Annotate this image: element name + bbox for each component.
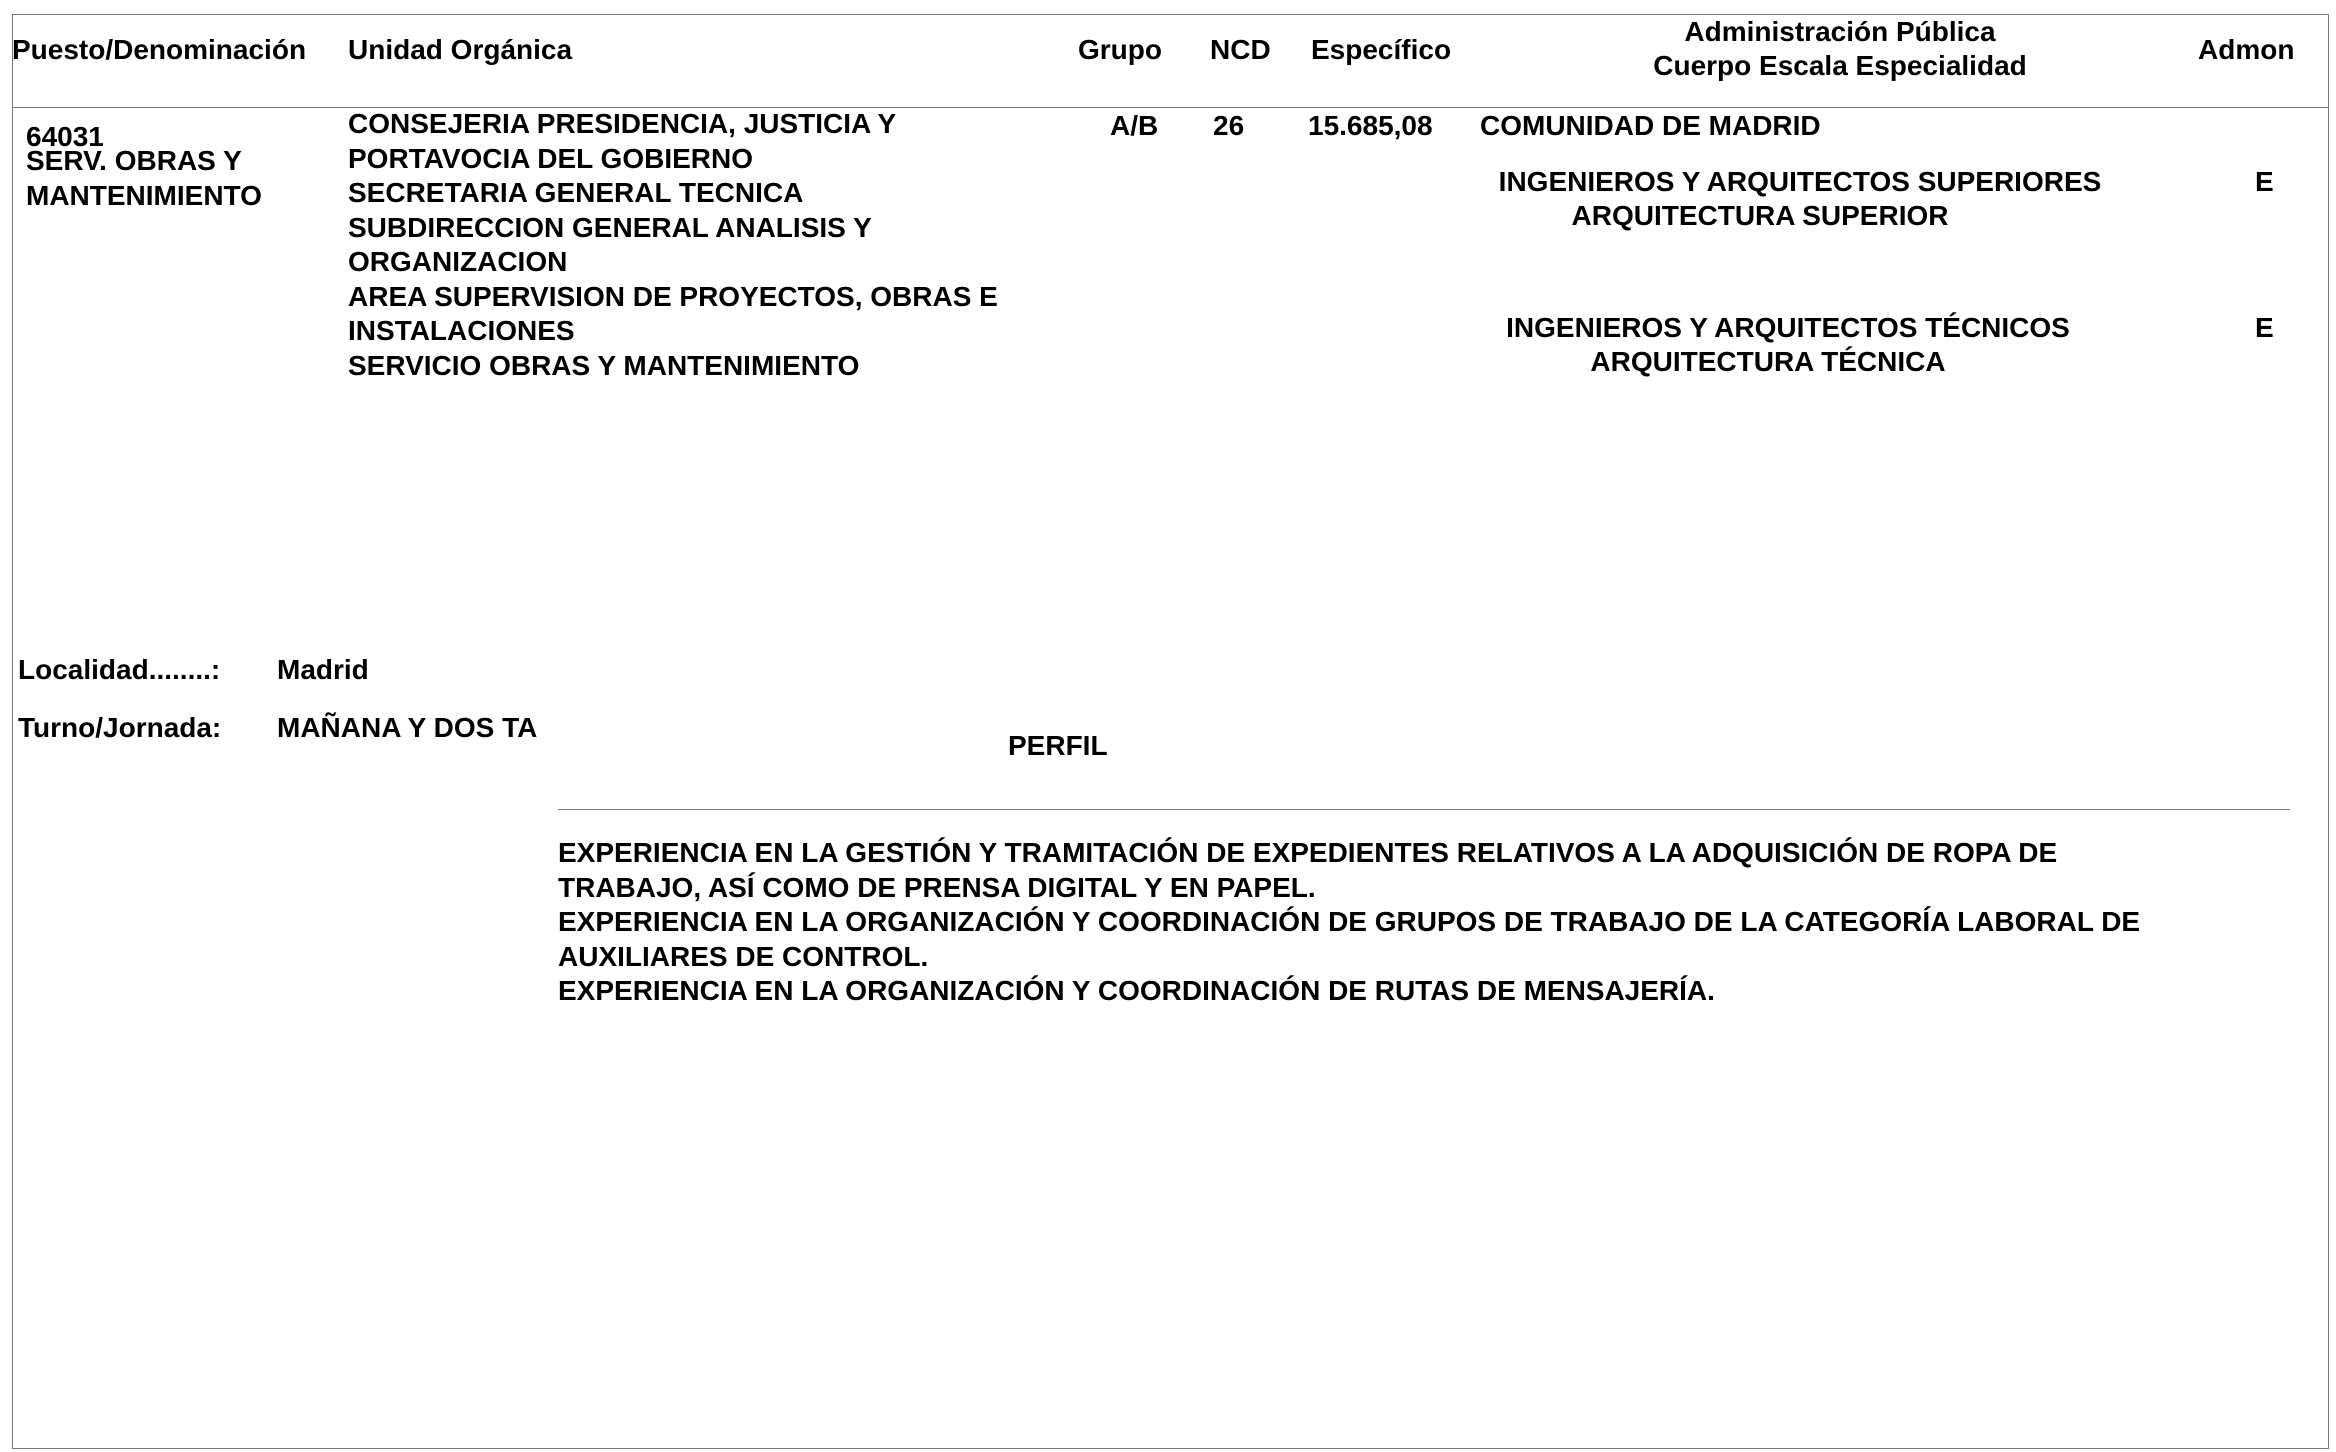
perfil-line: AUXILIARES DE CONTROL. (558, 940, 929, 972)
especifico-value: 15.685,08 (1308, 110, 1433, 141)
unidad-line: SECRETARIA GENERAL TECNICA (348, 177, 804, 208)
perfil-line: EXPERIENCIA EN LA ORGANIZACIÓN Y COORDINACIÓN DE RUTAS DE MENSAJERÍA. (558, 975, 1715, 1006)
especialidad-1: ARQUITECTURA SUPERIOR (1571, 200, 1949, 231)
unidad-line: ORGANIZACION (348, 246, 568, 277)
header-puesto: Puesto/Denominación (12, 34, 307, 65)
puesto-codigo: 64031 (26, 121, 104, 152)
header-admon: Admon (2198, 34, 2295, 65)
header-ncd: NCD (1210, 34, 1271, 65)
unidad-line: PORTAVOCIA DEL GOBIERNO (348, 142, 753, 174)
localidad-value: Madrid (277, 654, 369, 685)
header-especifico: Específico (1311, 34, 1452, 65)
perfil-text (558, 836, 2140, 1009)
especialidad-2: ARQUITECTURA TÉCNICA (1590, 346, 1946, 377)
cuerpo-2: INGENIEROS Y ARQUITECTOS TÉCNICOS (1506, 312, 2070, 343)
ncd-value: 26 (1213, 110, 1245, 141)
unidad-line: INSTALACIONES (348, 315, 575, 346)
unidad-line: AREA SUPERVISION DE PROYECTOS, OBRAS E (348, 280, 998, 312)
admon-2: E (2255, 312, 2274, 343)
denominacion-line: SERV. OBRAS Y (26, 145, 242, 176)
cuerpo-1: INGENIEROS Y ARQUITECTOS SUPERIORES (1498, 166, 2102, 197)
turno-label: Turno/Jornada: (18, 712, 222, 743)
denominacion-line: MANTENIMIENTO (26, 179, 262, 211)
grupo-value: A/B (1110, 110, 1159, 141)
unidad-line: SERVICIO OBRAS Y MANTENIMIENTO (348, 349, 860, 381)
unidad-line: SUBDIRECCION GENERAL ANALISIS Y (348, 211, 872, 243)
localidad-label: Localidad........: (18, 654, 221, 685)
header-unidad: Unidad Orgánica (348, 34, 573, 65)
unidad-line: CONSEJERIA PRESIDENCIA, JUSTICIA Y (348, 108, 897, 139)
header-grupo: Grupo (1078, 34, 1162, 65)
perfil-title: PERFIL (1008, 730, 1108, 761)
header-cuerpo-escala: Cuerpo Escala Especialidad (1653, 50, 2027, 81)
turno-value: MAÑANA Y DOS TA (277, 712, 538, 743)
perfil-line: EXPERIENCIA EN LA GESTIÓN Y TRAMITACIÓN DE EXPEDIENTES RELATIVOS A LA ADQUISICIÓN DE ROPA DE (558, 837, 2058, 868)
perfil-line: EXPERIENCIA EN LA ORGANIZACIÓN Y COORDINACIÓN DE GRUPOS DE TRABAJO DE LA CATEGORÍA LABORAL DE (558, 906, 2141, 937)
perfil-line: TRABAJO, ASÍ COMO DE PRENSA DIGITAL Y EN PAPEL. (558, 871, 1316, 903)
unidad-organica (348, 107, 998, 383)
perfil-divider (558, 809, 2290, 810)
puesto-denominacion (26, 144, 262, 213)
header-admin-publica: Administración Pública (1684, 16, 1996, 47)
admon-1: E (2255, 166, 2274, 197)
administracion-value: COMUNIDAD DE MADRID (1480, 110, 1821, 141)
